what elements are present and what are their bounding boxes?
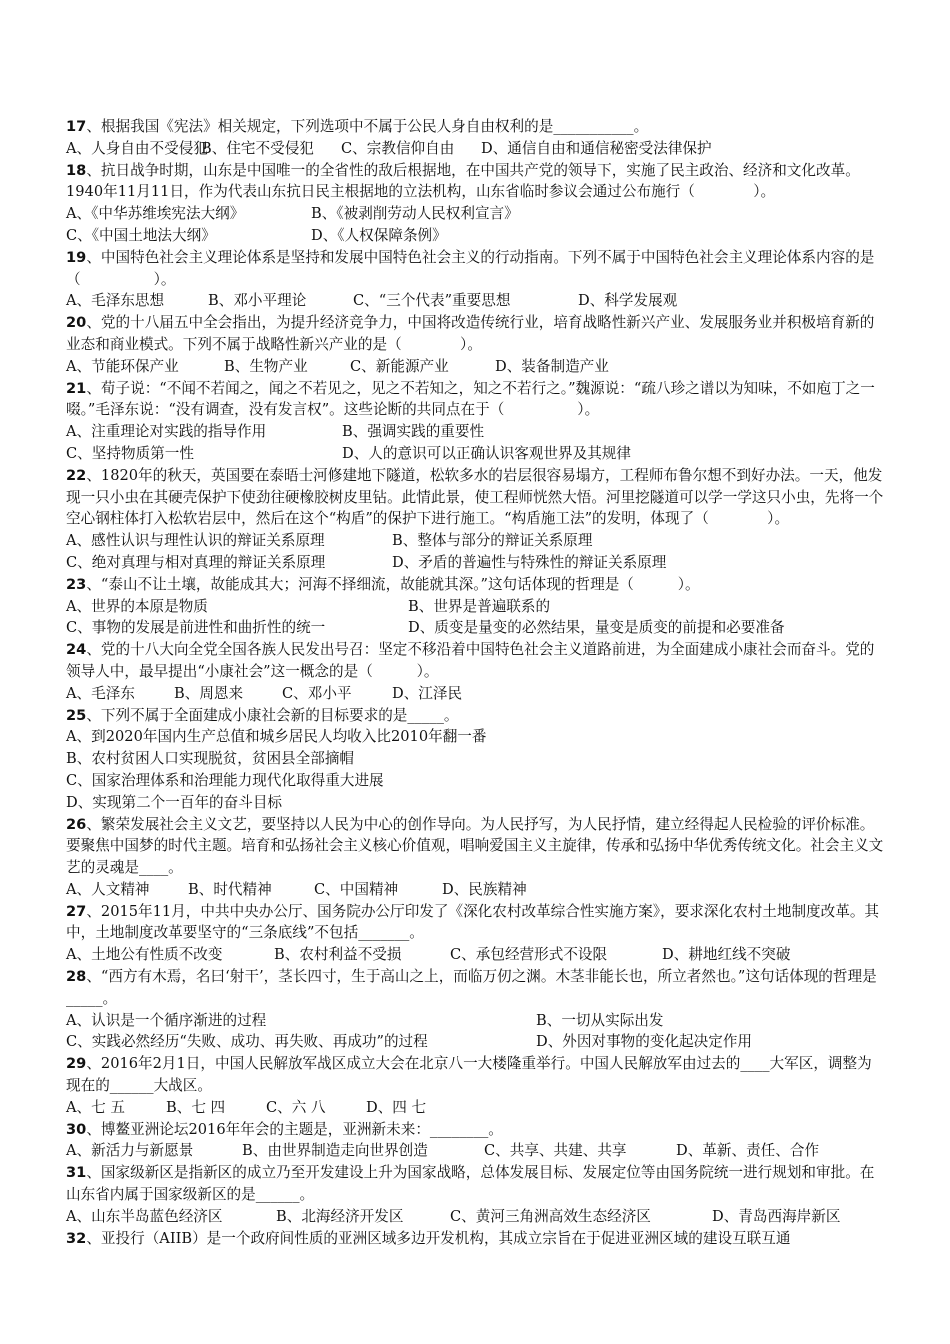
question-number: 21 [66,379,87,397]
option-row [66,1031,886,1053]
question-23 [66,574,886,639]
option-row [66,356,886,378]
question-22 [66,465,886,574]
question-number: 19 [66,248,87,266]
option-a: A、人身自由不受侵犯 [66,139,208,157]
question-number: 30 [66,1120,87,1138]
question-stem: 、党的十八届五中全会指出，为提升经济竞争力，中国将改造传统行业，培育战略性新兴产业、发展服务业并积极培育新的业态和商业模式。下列不属于战略性新兴产业的是（ ）。 [66,314,875,353]
option-b: B、农村利益不受损 [274,946,402,964]
question-stem: 、“西方有木焉，名曰‘射干’，茎长四寸，生于高山之上，而临万仞之渊。木茎非能长也，所立者然也。”这句话体现的哲理是_____。 [66,968,877,1007]
option-a: A、到2020年国内生产总值和城乡居民人均收入比2010年翻一番 [66,728,487,746]
option-b: B、邓小平理论 [208,292,307,310]
question-26 [66,814,886,901]
option-a: A、毛泽东思想 [66,292,165,310]
option-row [66,290,886,312]
option-c: C、国家治理体系和治理能力现代化取得重大进展 [66,771,384,789]
option-c: C、共享、共建、共享 [484,1142,627,1160]
option-a: A、土地公有性质不改变 [66,946,223,964]
question-31 [66,1162,886,1227]
option-a: A、毛泽东 [66,684,135,702]
question-stem: 、博鳌亚洲论坛2016年年会的主题是，亚洲新未来：________。 [86,1120,503,1138]
option-d: D、革新、责任、合作 [676,1142,820,1160]
question-stem: 、抗日战争时期，山东是中国唯一的全省性的敌后根据地，在中国共产党的领导下，实施了民主政治、经济和文化改革。1940年11月11日，作为代表山东抗日民主根据地的立法机构，山东省临时参议会通过公布施行（ ）。 [66,161,860,201]
option-row [66,225,886,247]
question-number: 22 [66,466,87,484]
option-c: C、六 八 [266,1098,326,1116]
option-b: B、强调实践的重要性 [342,423,485,441]
question-number: 17 [66,118,87,135]
option-b: B、世界是普遍联系的 [408,597,551,615]
option-c: C、黄河三角洲高效生态经济区 [450,1207,651,1225]
option-d: D、青岛西海岸新区 [712,1207,841,1225]
option-a: A、注重理论对实践的指导作用 [66,423,267,441]
option-d: D、四 七 [366,1098,427,1116]
option-row [66,421,886,443]
question-stem: 、2016年2月1日，中国人民解放军战区成立大会在北京八一大楼隆重举行。中国人民解放军由过去的____大军区，调整为现在的______大战区。 [66,1055,872,1095]
option-a: A、感性认识与理性认识的辩证关系原理 [66,532,325,550]
option-row [66,203,886,225]
option-d: D、实现第二个一百年的奋斗目标 [66,793,283,811]
option-b: B、农村贫困人口实现脱贫，贫困县全部摘帽 [66,750,355,768]
option-c: C、宗教信仰自由 [341,139,455,157]
option-b: B、七 四 [166,1098,226,1116]
option-c: C、坚持物质第一性 [66,444,194,462]
question-number: 25 [66,706,87,724]
option-row [66,596,886,618]
question-stem: 、1820年的秋天，英国要在泰晤士河修建地下隧道，松软多水的岩层很容易塌方，工程师布鲁尔想不到好办法。一天，他发现一只小虫在其硬壳保护下使劲往硬橡胶树皮里钻。此情此景，使工程师恍然大悟。河里挖隧道可以学一学这只小虫，先将一个空心钢柱体打入松软岩层中，然后在这个“构盾”的保护下进行施工。“构盾施工法”的发明，体现了（ ）。 [66,466,884,528]
option-c: C、承包经营形式不设限 [450,946,608,964]
question-stem: 、下列不属于全面建成小康社会新的目标要求的是_____。 [86,706,459,724]
option-row [66,1097,886,1119]
question-number: 23 [66,575,87,593]
option-c: C、绝对真理与相对真理的辩证关系原理 [66,553,326,571]
question-stem: 、繁荣发展社会主义文艺，要坚持以人民为中心的创作导向。为人民抒写，为人民抒情，建立经得起人民检验的评价标准。要聚焦中国梦的时代主题。培育和弘扬社会主义核心价值观，唱响爱国主义主旋律，传承和弘扬中华优秀传统文化。社会主义文艺的灵魂是____。 [66,815,884,877]
option-b: B、北海经济开发区 [276,1207,404,1225]
option-b: B、一切从实际出发 [536,1011,664,1029]
question-29 [66,1053,886,1118]
option-row [66,138,886,160]
option-row [66,443,886,465]
option-a: A、《中华苏维埃宪法大纲》 [66,205,245,223]
option-d: D、装备制造产业 [495,357,609,375]
question-stem: 、亚投行（AIIB）是一个政府间性质的亚洲区域多边开发机构，其成立宗旨在于促进亚洲区域的建设互联互通 [86,1229,791,1247]
option-row [66,617,886,639]
option-row [66,1010,886,1032]
question-number: 31 [66,1164,87,1182]
option-a: A、认识是一个循序渐进的过程 [66,1011,267,1029]
option-d: D、民族精神 [442,880,527,898]
option-d: D、外因对事物的变化起决定作用 [536,1033,753,1051]
option-a: A、七 五 [66,1098,125,1116]
question-number: 29 [66,1055,87,1073]
question-27 [66,901,886,966]
option-row [66,726,886,748]
option-a: A、人文精神 [66,880,150,898]
option-d: D、《人权保障条例》 [311,226,447,244]
question-stem: 、党的十八大向全党全国各族人民发出号召：坚定不移沿着中国特色社会主义道路前进，为全面建成小康社会而奋斗。党的领导人中，最早提出“小康社会”这一概念的是（ ）。 [66,641,875,680]
question-number: 20 [66,314,87,332]
question-19 [66,247,886,312]
option-b: B、时代精神 [188,880,272,898]
option-b: B、周恩来 [174,684,244,702]
question-25 [66,705,886,814]
option-b: B、整体与部分的辩证关系原理 [392,532,593,550]
option-d: D、江泽民 [392,684,463,702]
question-number: 27 [66,902,87,920]
option-c: C、实践必然经历“失败、成功、再失败、再成功”的过程 [66,1033,428,1051]
question-20 [66,312,886,377]
option-row [66,879,886,901]
option-c: C、新能源产业 [350,357,449,375]
question-18 [66,160,886,247]
option-row [66,944,886,966]
question-stem: 、中国特色社会主义理论体系是坚持和发展中国特色社会主义的行动指南。下列不属于中国特色社会主义理论体系内容的是（ ）。 [66,248,875,288]
question-number: 18 [66,161,87,179]
question-stem: 、荀子说：“不闻不若闻之，闻之不若见之，见之不若知之，知之不若行之。”魏源说：“疏八珍之谱以为知味，不如庖丁之一啜。”毛泽东说：“没有调查，没有发言权”。这些论断的共同点在于（ ）。 [66,379,875,419]
option-row [66,530,886,552]
option-row [66,770,886,792]
option-c: C、《中国土地法大纲》 [66,226,216,244]
question-number: 26 [66,815,87,833]
option-d: D、通信自由和通信秘密受法律保护 [481,139,712,157]
question-32 [66,1228,886,1250]
question-24 [66,639,886,704]
question-21 [66,378,886,465]
exam-page [66,116,886,1249]
option-row [66,1206,886,1228]
option-b: B、由世界制造走向世界创造 [242,1142,428,1160]
question-28 [66,966,886,1053]
option-a: A、新活力与新愿景 [66,1142,194,1160]
option-row [66,748,886,770]
option-d: D、科学发展观 [578,292,678,310]
option-b: B、生物产业 [224,357,308,375]
question-17 [66,116,886,160]
option-a: A、山东半岛蓝色经济区 [66,1207,223,1225]
option-a: A、节能环保产业 [66,357,179,375]
option-row [66,552,886,574]
option-c: C、事物的发展是前进性和曲折性的统一 [66,619,326,637]
question-stem: 、“泰山不让土壤，故能成其大；河海不择细流，故能就其深。”这句话体现的哲理是（ ）。 [86,575,700,593]
question-stem: 、根据我国《宪法》相关规定，下列选项中不属于公民人身自由权利的是___________。 [86,118,649,135]
question-30 [66,1119,886,1163]
option-d: D、矛盾的普遍性与特殊性的辩证关系原理 [392,553,667,571]
question-number: 24 [66,641,87,659]
option-c: C、中国精神 [314,880,399,898]
option-row [66,683,886,705]
option-b: B、住宅不受侵犯 [201,139,314,157]
option-row [66,1140,886,1162]
option-d: D、人的意识可以正确认识客观世界及其规律 [342,444,631,462]
option-d: D、耕地红线不突破 [662,946,791,964]
option-row [66,792,886,814]
option-d: D、质变是量变的必然结果，量变是质变的前提和必要准备 [408,619,785,637]
option-a: A、世界的本原是物质 [66,597,208,615]
question-number: 28 [66,968,87,986]
question-number: 32 [66,1229,87,1247]
option-c: C、邓小平 [282,684,352,702]
question-stem: 、2015年11月，中共中央办公厅、国务院办公厅印发了《深化农村改革综合性实施方案》，要求深化农村土地制度改革。其中，土地制度改革要坚守的“三条底线”不包括_______。 [66,902,880,942]
option-b: B、《被剥削劳动人民权利宣言》 [311,205,519,223]
option-c: C、“三个代表”重要思想 [353,292,511,310]
question-stem: 、国家级新区是指新区的成立乃至开发建设上升为国家战略，总体发展目标、发展定位等由国务院统一进行规划和审批。在山东省内属于国家级新区的是______。 [66,1164,875,1204]
